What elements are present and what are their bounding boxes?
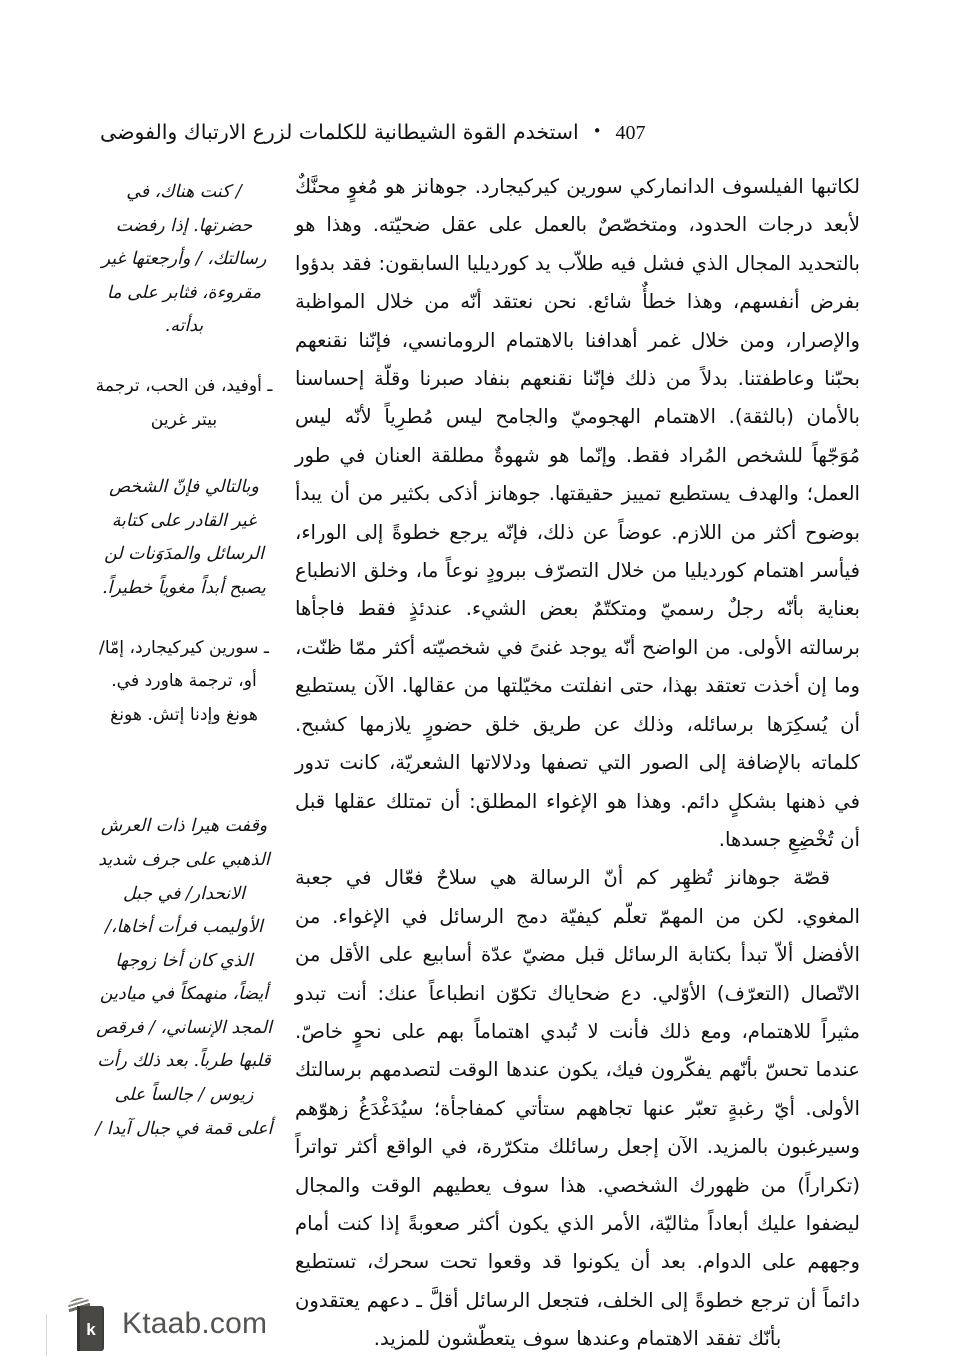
page-number: 407 bbox=[615, 122, 646, 144]
margin-quote-text: / كنت هناك، في حضرتها. إذا رفضت رسالتك، / وأرجعتها غير مقروءة، فثابر على ما بدأته. bbox=[101, 182, 267, 337]
margin-quote-column bbox=[95, 176, 273, 1176]
margin-quote bbox=[95, 471, 273, 732]
margin-quote-text: وبالتالي فإنّ الشخص غير القادر على كتابة الرسائل والمدَوَنات لن يصبح أبداً مغوياً خطيراً. bbox=[102, 477, 266, 598]
margin-quote-attribution: ـ أوفيد، فن الحب، ترجمة بيتر غرين bbox=[95, 375, 273, 430]
watermark-label: Ktaab.com bbox=[122, 1307, 268, 1340]
book-letter: k bbox=[86, 1320, 96, 1339]
watermark bbox=[68, 1296, 267, 1352]
book-icon bbox=[68, 1296, 110, 1352]
margin-quote-text: وقفت هيرا ذات العرش الذهبي على جرف شديد الانحدار/ في جبل الأوليمب فرأت أخاها،/ الذي كان أخا زوجها أيضاً، منهمكاً في ميادين المجد الإنساني، / فرقص قلبها طرباً. بعد ذلك رأت زيوس / جالساً على أعلى قمة في جبال آيدا / bbox=[95, 816, 273, 1139]
margin-quote bbox=[95, 810, 273, 1146]
page-edge-divider bbox=[46, 1314, 47, 1356]
main-text-column bbox=[295, 168, 860, 1359]
running-head-separator: • bbox=[592, 122, 602, 140]
running-head-title: استخدم القوة الشيطانية للكلمات لزرع الارتباك والفوضى bbox=[100, 120, 579, 144]
body-paragraph: لكاتبها الفيلسوف الدانماركي سورين كيركيجارد. جوهانز هو مُغوٍ محنَّكٌ لأبعد درجات الحدود، ومتخصّصٌ بالعمل على عقل ضحيّته. وهذا هو بالتحديد المجال الذي فشل فيه طلاّب يد كورديليا السابقون: فقد بدؤوا بفرض أنفسهم، وهذا خطأٌ شائع. نحن نعتقد أنّه من خلال المواظبة والإصرار، ومن خلال غمر أهدافنا بالاهتمام الرومانسي، فإنّنا نقنعهم بحبّنا وعاطفتنا. بدلاً من ذلك فإنّنا نقنعهم بنفاد صبرنا وقلّة إحساسنا بالأمان (بالثقة). الاهتمام الهجوميّ والجامح ليس مُطرِياً لأنّه ليس مُوَجّهاً للشخص المُراد فقط. وإنّما هو شهوةٌ مطلقة العنان في طور العمل؛ والهدف يستطيع تمييز حقيقتها. جوهانز أذكى بكثير من أن يبدأ بوضوح أكثر من اللازم. عوضاً عن ذلك، فإنّه يرجع خطوةً إلى الوراء، فيأسر اهتمام كورديليا من خلال التصرّف ببرودٍ نوعاً ما، وخلق الانطباع بعناية بأنّه رجلٌ رسميّ ومتكتّمٌ بعض الشيء. عندئذٍ فقط فاجأها برسالته الأولى. من الواضح أنّه يوجد غنىً في شخصيّته أكثر ممّا ظنّت، وما إن أخذت تعتقد بهذا، حتى انفلتت مخيّلتها من عقالها. الآن يستطيع أن يُسكِرَها برسائله، وذلك عن طريق خلق حضورٍ يلازمها كشبح. كلماته بالإضافة إلى الصور التي تصفها ودلالاتها الشعريّة، كانت تدور في ذهنها بشكلٍ دائم. وهذا هو الإغواء المطلق: أن تمتلك عقلها قبل أن تُخْضِعِ جسدها. bbox=[295, 175, 860, 851]
margin-quote bbox=[95, 176, 273, 437]
running-head bbox=[100, 120, 860, 145]
margin-quote-attribution: ـ سورين كيركيجارد، إمّا/أو، ترجمة هاورد في. هونغ وإدنا إتش. هونغ bbox=[99, 637, 269, 725]
body-paragraph: قصّة جوهانز تُظهِر كم أنّ الرسالة هي سلاحٌ فعّال في جعبة المغوي. لكن من المهمّ تعلّم كيفيّة دمج الرسائل في الإغواء. من الأفضل ألاّ تبدأ بكتابة الرسائل قبل مضيّ عدّة أسابيع على الأقل من الاتّصال (التعرّف) الأوّلي. دع ضحاياك تكوّن انطباعاً عنك: أنت تبدو مثيراً للاهتمام، ومع ذلك فأنت لا تُبدي اهتماماً بهم على نحوٍ خاصّ. عندما تحسّ بأنّهم يفكّرون فيك، يكون عندها الوقت لتصدمهم برسالتك الأولى. أيّ رغبةٍ تعبّر عنها تجاههم ستأتي كمفاجأة؛ سيُدَغْدَغُ زهوّهم وسيرغبون بالمزيد. الآن إجعل رسائلك متكرّرة، في الواقع أكثر تواتراً (تكراراً) من ظهورك الشخصي. هذا سوف يعطيهم الوقت والمجال ليضفوا عليك أبعاداً مثاليّة، الأمر الذي يكون أكثر صعوبةً إذا كنت أمام وجههم على الدوام. بعد أن يكونوا قد وقعوا تحت سحرك، تستطيع دائماً أن ترجع خطوةً إلى الخلف، فتجعل الرسائل أقلَّ ـ دعهم يعتقدون بأنّك تفقد الاهتمام وعندها سوف يتعطّشون للمزيد. bbox=[295, 866, 860, 1351]
